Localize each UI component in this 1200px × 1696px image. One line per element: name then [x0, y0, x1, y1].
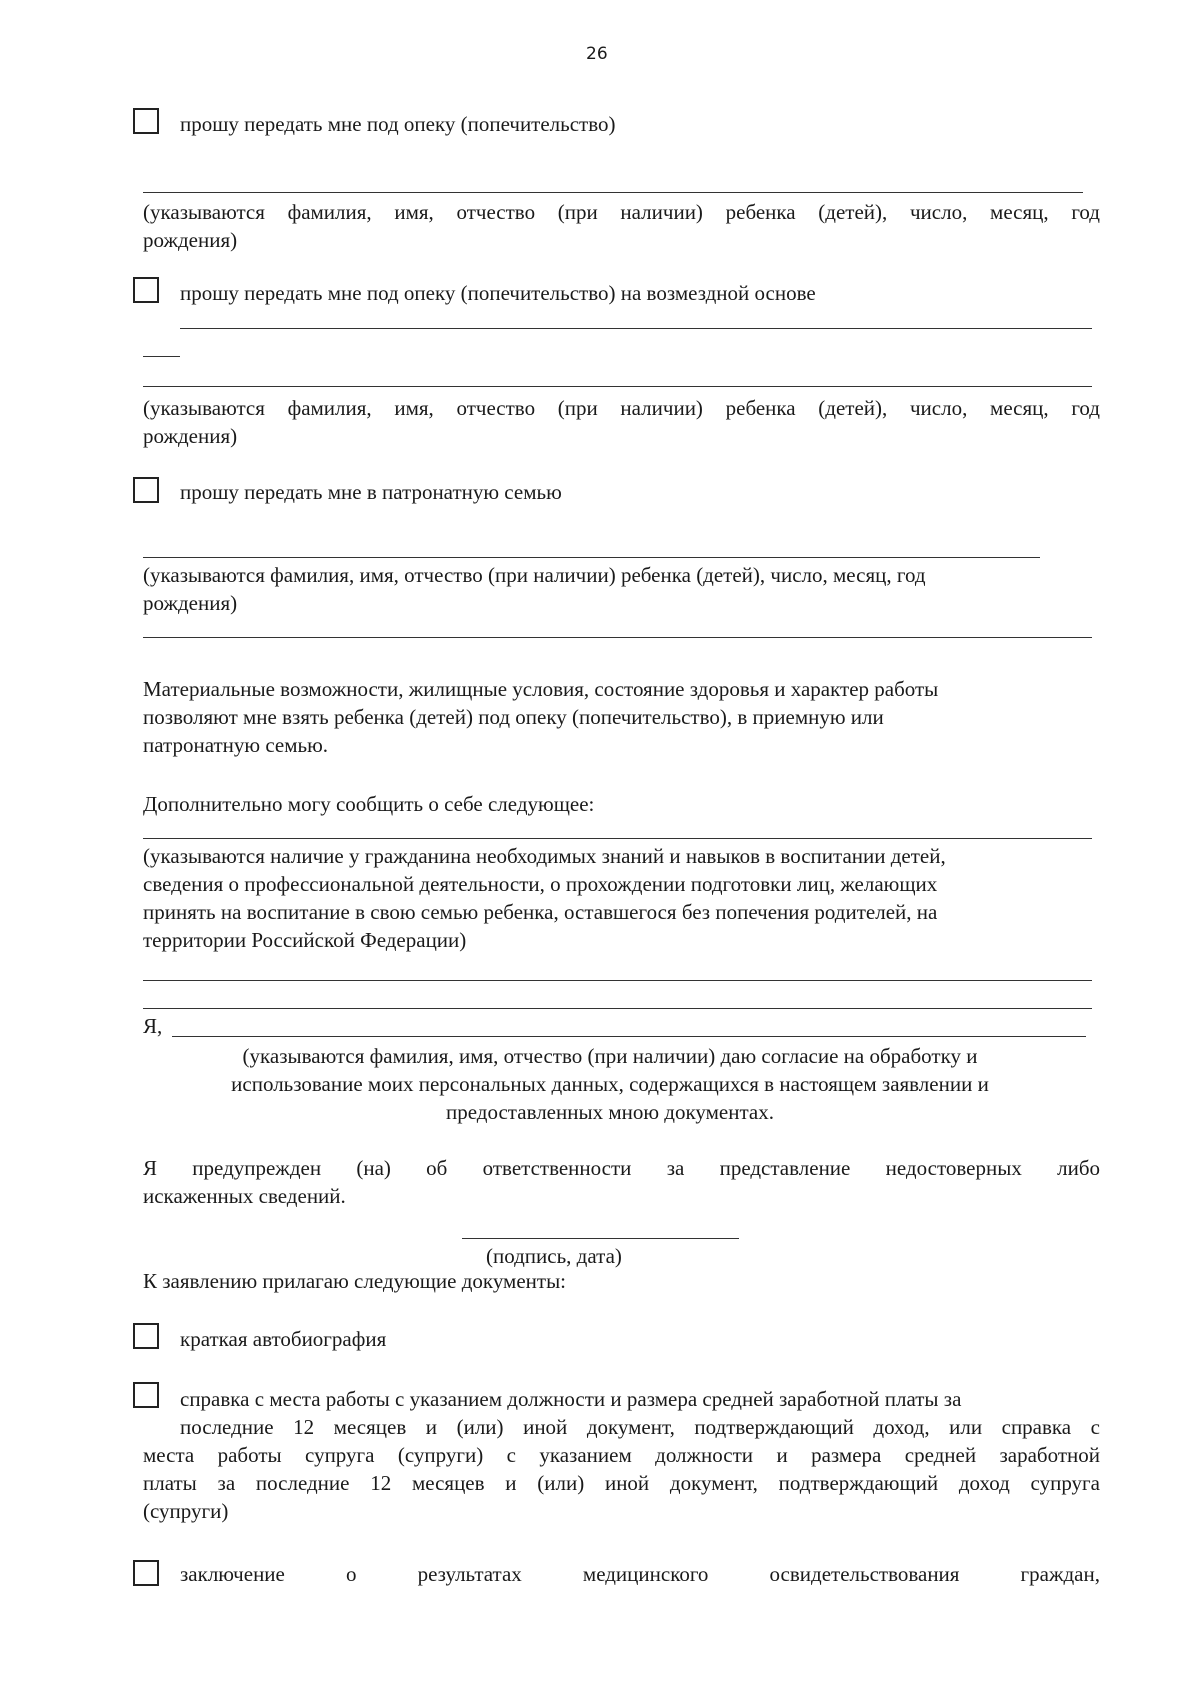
- child-info-line[interactable]: [143, 557, 1040, 558]
- checkbox-medical-conclusion[interactable]: [133, 1560, 159, 1586]
- option-guardianship-label: прошу передать мне под опеку (попечительство): [180, 112, 616, 136]
- checkbox-paid-guardianship[interactable]: [133, 277, 159, 303]
- child-info-note: (указываются фамилия, имя, отчество (при наличии) ребенка (детей), число, месяц, год: [143, 563, 926, 587]
- child-info-line[interactable]: [143, 637, 1092, 638]
- signature-caption: (подпись, дата): [486, 1244, 622, 1268]
- material-statement: патронатную семью.: [143, 733, 329, 757]
- attachment-employment-certificate-cont: (супруги): [143, 1499, 229, 1523]
- attachment-medical-conclusion: заключение о результатах медицинского освидетельствования граждан,: [180, 1562, 1100, 1586]
- applicant-name-line[interactable]: [172, 1036, 1086, 1037]
- attachment-employment-certificate-cont: места работы супруга (супруги) с указанием должности и размера средней заработной: [143, 1443, 1100, 1467]
- consent-note: предоставленных мною документах.: [446, 1100, 774, 1124]
- attachment-employment-certificate-cont: последние 12 месяцев и (или) иной документ, подтверждающий доход, или справка с: [180, 1415, 1100, 1439]
- liability-warning: Я предупрежден (на) об ответственности за представление недостоверных либо: [143, 1156, 1100, 1180]
- signature-line[interactable]: [462, 1238, 739, 1239]
- child-info-line[interactable]: [180, 328, 1092, 329]
- additional-info-note: территории Российской Федерации): [143, 928, 467, 952]
- child-info-line[interactable]: [143, 192, 1083, 193]
- child-info-note-cont: рождения): [143, 228, 238, 252]
- attachments-intro: К заявлению прилагаю следующие документы:: [143, 1269, 567, 1293]
- consent-note: (указываются фамилия, имя, отчество (при наличии) даю согласие на обработку и: [242, 1044, 978, 1068]
- additional-info-line[interactable]: [143, 838, 1092, 839]
- attachment-employment-certificate-cont: платы за последние 12 месяцев и (или) иной документ, подтверждающий доход супруга: [143, 1471, 1100, 1495]
- child-info-note: (указываются фамилия, имя, отчество (при наличии) ребенка (детей), число, месяц, год: [143, 200, 1100, 224]
- option-patronage-label: прошу передать мне в патронатную семью: [180, 480, 562, 504]
- checkbox-autobiography[interactable]: [133, 1323, 159, 1349]
- checkbox-employment-certificate[interactable]: [133, 1382, 159, 1408]
- consent-note: использование моих персональных данных, содержащихся в настоящем заявлении и: [231, 1072, 989, 1096]
- attachment-autobiography: краткая автобиография: [180, 1327, 387, 1351]
- material-statement: Материальные возможности, жилищные условия, состояние здоровья и характер работы: [143, 677, 939, 701]
- child-info-note-cont: рождения): [143, 591, 238, 615]
- checkbox-patronage-family[interactable]: [133, 477, 159, 503]
- child-info-line[interactable]: [143, 386, 1092, 387]
- checkbox-guardianship[interactable]: [133, 108, 159, 134]
- option-paid-guardianship-label: прошу передать мне под опеку (попечительство) на возмездной основе: [180, 281, 816, 305]
- additional-info-line[interactable]: [143, 980, 1092, 981]
- liability-warning-cont: искаженных сведений.: [143, 1184, 346, 1208]
- additional-info-note: принять на воспитание в свою семью ребенка, оставшегося без попечения родителей, на: [143, 900, 938, 924]
- child-info-note-cont: рождения): [143, 424, 238, 448]
- material-statement: позволяют мне взять ребенка (детей) под опеку (попечительство), в приемную или: [143, 705, 884, 729]
- additional-info-line[interactable]: [143, 1008, 1092, 1009]
- page-number: 26: [586, 44, 608, 64]
- additional-info-intro: Дополнительно могу сообщить о себе следующее:: [143, 792, 595, 816]
- additional-info-note: (указываются наличие у гражданина необходимых знаний и навыков в воспитании детей,: [143, 844, 946, 868]
- consent-prefix: Я,: [143, 1014, 163, 1038]
- child-info-note: (указываются фамилия, имя, отчество (при наличии) ребенка (детей), число, месяц, год: [143, 396, 1100, 420]
- attachment-employment-certificate: справка с места работы с указанием должности и размера средней заработной платы за: [180, 1387, 962, 1411]
- additional-info-note: сведения о профессиональной деятельности, о прохождении подготовки лиц, желающих: [143, 872, 938, 896]
- child-info-line-short[interactable]: [143, 356, 180, 357]
